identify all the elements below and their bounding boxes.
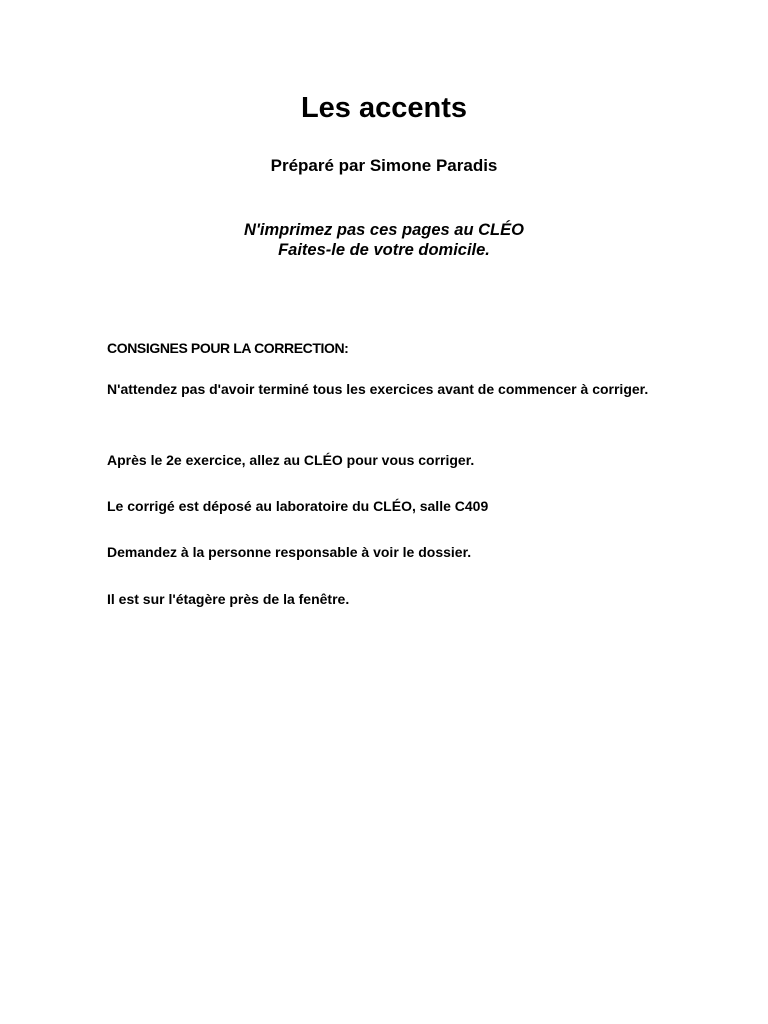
instruction-paragraph: N'attendez pas d'avoir terminé tous les exercices avant de commencer à corriger. [107,381,649,397]
document-title: Les accents [300,92,468,124]
instruction-paragraph: Il est sur l'étagère près de la fenêtre. [107,591,350,607]
instruction-paragraph: Demandez à la personne responsable à voir le dossier. [107,544,472,560]
print-notice [0,220,768,260]
print-notice-line-2: Faites-le de votre domicile. [278,241,490,259]
instructions-heading: CONSIGNES POUR LA CORRECTION: [107,340,349,356]
instruction-paragraph: Le corrigé est déposé au laboratoire du CLÉO, salle C409 [107,498,489,514]
author-line: Préparé par Simone Paradis [270,156,498,175]
print-notice-line-1: N'imprimez pas ces pages au CLÉO [244,221,524,239]
instruction-paragraph: Après le 2e exercice, allez au CLÉO pour vous corriger. [107,452,475,468]
